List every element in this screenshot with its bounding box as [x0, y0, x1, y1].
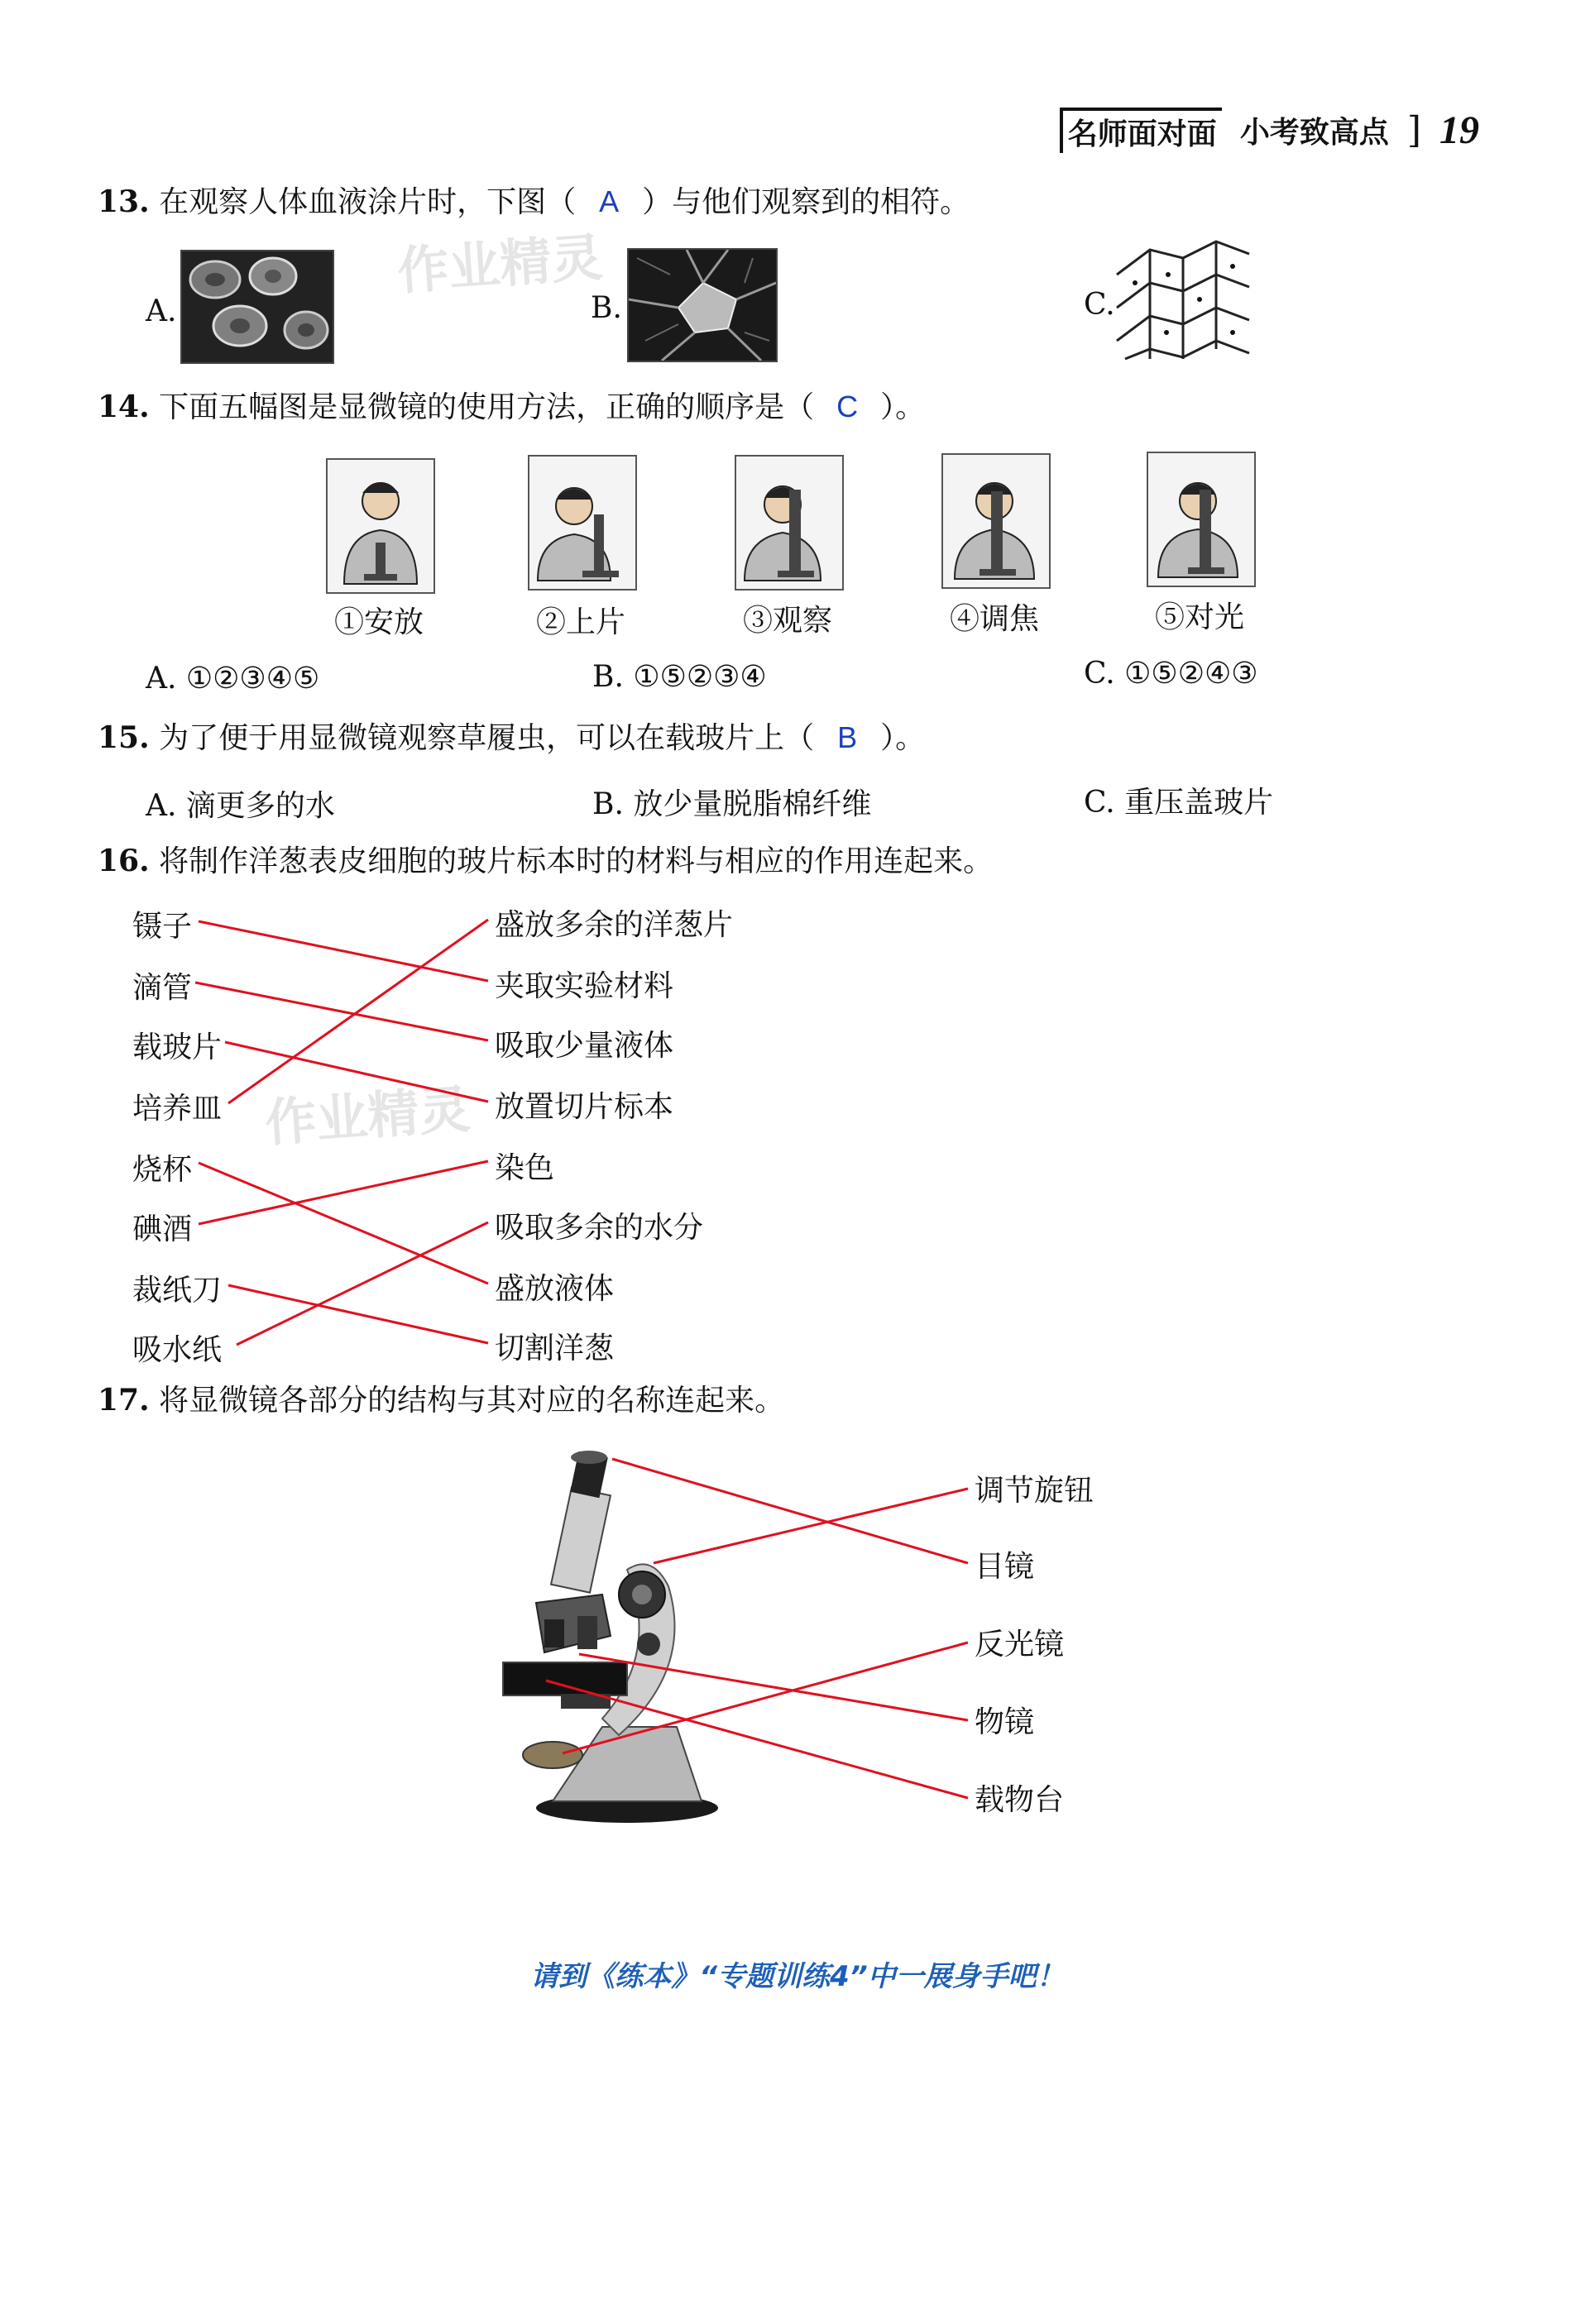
option-b: B. ①⑤②③④ — [592, 660, 767, 694]
material-item: 裁纸刀 — [132, 1274, 223, 1308]
question-text: ）。 — [880, 390, 926, 424]
part-label: 目镜 — [975, 1550, 1035, 1584]
question-text: ）与他们观察到的相符。 — [642, 185, 970, 219]
material-item: 培养皿 — [132, 1092, 223, 1126]
header-bracket: ] — [1406, 109, 1421, 151]
link-knob — [654, 1489, 968, 1563]
material-item: 镊子 — [132, 910, 193, 944]
part-label: 反光镜 — [975, 1628, 1065, 1662]
material-item: 碘酒 — [132, 1212, 193, 1246]
function-item: 放置切片标本 — [495, 1090, 674, 1124]
option-b: B. 放少量脱脂棉纤维 — [592, 787, 872, 821]
step-caption: ①安放 — [333, 605, 424, 639]
step-caption: ③观察 — [742, 604, 832, 638]
link-eyepiece — [612, 1459, 968, 1563]
function-item: 夹取实验材料 — [495, 969, 674, 1003]
brand-name: 名师面对面 — [1060, 108, 1222, 153]
question-number: 17. — [98, 1383, 150, 1418]
link-objective — [579, 1654, 968, 1720]
option-c: C. 重压盖玻片 — [1084, 786, 1274, 820]
question-number: 16. — [98, 844, 150, 878]
option-label: C. — [1084, 288, 1115, 322]
part-label: 物镜 — [975, 1705, 1035, 1739]
function-item: 盛放液体 — [495, 1272, 615, 1306]
question-text: 将显微镜各部分的结构与其对应的名称连起来。 — [159, 1384, 785, 1418]
header-subtitle: 小考致高点 — [1239, 115, 1389, 150]
question-number: 14. — [98, 390, 150, 424]
step-caption: ②上片 — [535, 605, 625, 639]
material-item: 吸水纸 — [132, 1333, 223, 1367]
link-mirror — [563, 1643, 968, 1753]
material-item: 载玻片 — [132, 1030, 223, 1064]
answer-text: B — [837, 720, 858, 754]
watermark: 作业精灵 — [263, 1078, 472, 1154]
question-text: 将制作洋葱表皮细胞的玻片标本时的材料与相应的作用连起来。 — [159, 844, 994, 878]
function-item: 染色 — [495, 1151, 555, 1185]
function-item: 吸取多余的水分 — [495, 1211, 704, 1245]
question-text: 为了便于用显微镜观察草履虫，可以在载玻片上（ — [159, 721, 815, 755]
function-item: 盛放多余的洋葱片 — [495, 908, 734, 942]
part-label: 调节旋钮 — [975, 1474, 1094, 1508]
watermark: 作业精灵 — [395, 227, 605, 302]
step-caption: ⑤对光 — [1154, 600, 1244, 634]
question-text: ）。 — [880, 721, 926, 755]
question-number: 13. — [98, 184, 150, 219]
answer-text: A — [599, 184, 620, 218]
question-text: 下面五幅图是显微镜的使用方法，正确的顺序是（ — [159, 390, 815, 424]
material-item: 烧杯 — [132, 1153, 193, 1187]
option-label: A. — [146, 294, 177, 328]
function-item: 吸取少量液体 — [495, 1029, 674, 1063]
answer-text: C — [836, 390, 859, 423]
page-number: 19 — [1439, 108, 1479, 152]
question-text: 在观察人体血液涂片时，下图（ — [159, 185, 577, 219]
footer-tip: 请到《练本》“专题训练4”中一展身手吧！ — [530, 1960, 1065, 1993]
option-a: A. ①②③④⑤ — [146, 662, 320, 696]
option-a: A. 滴更多的水 — [146, 789, 335, 823]
part-label: 载物台 — [975, 1783, 1065, 1817]
question-number: 15. — [98, 720, 150, 755]
option-label: B. — [591, 291, 622, 325]
function-item: 切割洋葱 — [495, 1332, 615, 1365]
material-item: 滴管 — [132, 971, 193, 1005]
option-c: C. ①⑤②④③ — [1084, 657, 1258, 691]
step-caption: ④调焦 — [949, 602, 1039, 636]
